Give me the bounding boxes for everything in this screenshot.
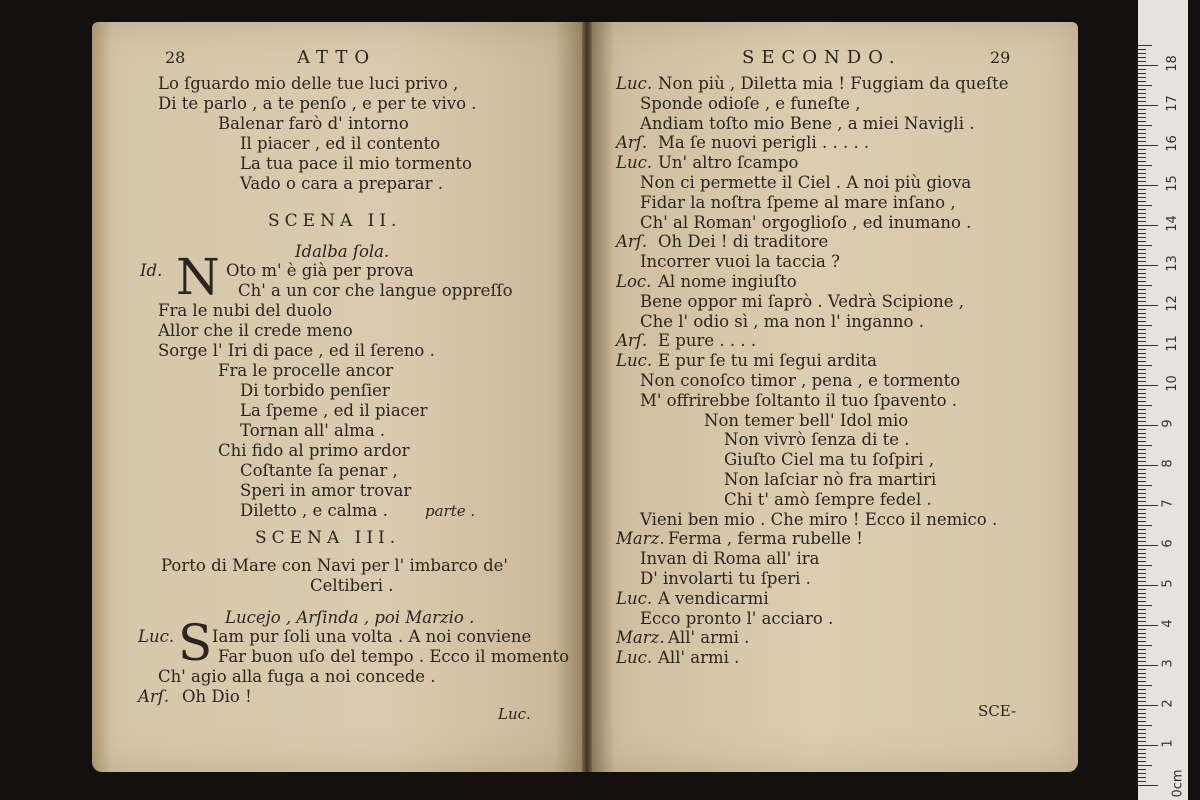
scene-heading: SCENA III. [255,528,401,548]
ruler-tick [1138,277,1146,278]
ruler-tick [1138,629,1146,630]
ruler-tick [1138,353,1146,354]
ruler-label: 18 [1164,55,1180,72]
verse-line: Allor che il crede meno [158,321,353,340]
ruler-tick [1138,181,1146,182]
verse-line: Vado o cara a preparar . [240,174,444,193]
verse-line: Non conoſco timor , pena , e tormento [640,371,961,390]
ruler-tick [1138,481,1146,482]
ruler-tick [1138,565,1152,566]
ruler-tick [1138,137,1146,138]
ruler-tick [1138,681,1146,682]
verse-line: Balenar farò d' intorno [218,114,409,133]
ruler-tick [1138,213,1146,214]
verse-line: Che l' odio sì , ma non l' inganno . [640,311,924,331]
ruler-tick [1138,265,1158,266]
ruler-tick [1138,85,1152,86]
ruler-tick [1138,73,1146,74]
ruler-tick [1138,525,1152,526]
verse-line: Chi t' amò ſempre fedel . [724,489,932,509]
verse-line: All' armi . [658,648,740,668]
verse-line: Non ci permette il Ciel . A noi più giova [640,173,972,192]
ruler-tick [1138,65,1158,66]
ruler-tick [1138,497,1146,498]
ruler-tick [1138,769,1146,770]
ruler-tick [1138,777,1146,778]
ruler-tick [1138,529,1146,530]
ruler-tick [1138,621,1146,622]
left-page-number: 28 [165,48,186,67]
ruler-tick [1138,229,1146,230]
ruler-tick [1138,625,1158,626]
ruler-tick [1138,773,1146,774]
ruler-tick [1138,513,1146,514]
ruler-tick [1138,737,1146,738]
ruler-tick [1138,493,1146,494]
verse-line: Di torbido penſier [240,381,390,400]
ruler-tick [1138,165,1152,166]
verse-line: Speri in amor trovar [240,481,412,500]
ruler-tick [1138,241,1146,242]
verse-line: Chi fido al primo ardor [218,441,410,460]
ruler-tick [1138,209,1146,210]
ruler-tick [1138,617,1146,618]
ruler-tick [1138,633,1146,634]
ruler-tick [1138,709,1146,710]
ruler-tick [1138,449,1146,450]
verse-line: Lo ſguardo mio delle tue luci privo , [158,74,459,93]
speaker-label: Luc. [138,627,175,646]
ruler-tick [1138,397,1146,398]
ruler-tick [1138,437,1146,438]
ruler-tick [1138,557,1146,558]
ruler-tick [1138,57,1146,58]
ruler-tick [1138,785,1158,786]
ruler-tick [1138,533,1146,534]
verse-line: Iam pur ſoli una volta . A noi conviene [212,627,532,646]
ruler-tick [1138,725,1152,726]
ruler-tick [1138,273,1146,274]
ruler-tick [1138,205,1152,206]
ruler-tick [1138,677,1146,678]
ruler-tick [1138,741,1146,742]
ruler-tick [1138,201,1146,202]
ruler-tick [1138,693,1146,694]
ruler-tick [1138,253,1146,254]
ruler-tick [1138,173,1146,174]
ruler-tick [1138,233,1146,234]
right-running-head: SECONDO. [742,47,902,68]
verse-line: D' involarti tu ſperi . [640,569,811,588]
ruler-tick [1138,425,1158,426]
ruler-tick [1138,337,1146,338]
speaker-label: Arſ. [138,687,170,706]
ruler-tick [1138,517,1146,518]
ruler-tick [1138,185,1158,186]
verse-line: Fra le nubi del duolo [158,301,333,320]
verse-line: Ch' agio alla fuga a noi concede . [158,667,436,686]
verse-line: Il piacer , ed il contento [240,134,441,153]
catchword: Luc. [498,705,531,723]
verse-line: Oh Dio ! [182,687,252,706]
ruler-tick [1138,361,1146,362]
ruler-tick [1138,729,1146,730]
ruler-tick [1138,149,1146,150]
ruler-tick [1138,473,1146,474]
stage-direction: parte . [425,502,476,520]
ruler-label: 16 [1164,135,1180,152]
ruler-tick [1138,669,1146,670]
ruler-tick [1138,197,1146,198]
speaker-label: Marz. [616,529,665,549]
ruler-tick [1138,145,1158,146]
ruler-label: 9 [1160,419,1176,428]
ruler-tick [1138,713,1146,714]
ruler-tick [1138,257,1146,258]
ruler-tick [1138,573,1146,574]
ruler-tick [1138,461,1146,462]
speaker-label: Luc. [616,648,653,668]
ruler-tick [1138,281,1146,282]
ruler-tick [1138,445,1152,446]
verse-line: Bene oppor mi ſaprò . Vedrà Scipione , [640,291,965,311]
ruler-tick [1138,653,1146,654]
right-page-number: 29 [990,48,1011,67]
ruler-tick [1138,141,1146,142]
verse-line: A vendicarmi [658,588,769,608]
verse-line: Fra le procelle ancor [218,361,394,380]
speaker-label: Luc. [616,588,653,608]
speaker-label: Id. [140,261,163,280]
ruler-tick [1138,125,1152,126]
verse-line: Sorge l' Iri di pace , ed il ſereno . [158,341,435,360]
ruler-tick [1138,117,1146,118]
ruler-tick [1138,385,1158,386]
ruler-tick [1138,685,1152,686]
verse-line: E pure . . . . [658,331,757,351]
verse-line: Diletto , e calma . [240,501,388,520]
ruler-tick [1138,261,1146,262]
speaker-label: Luc. [616,74,653,93]
ruler-tick [1138,301,1146,302]
ruler-tick [1138,225,1158,226]
ruler-tick [1138,377,1146,378]
ruler-tick [1138,429,1146,430]
verse-line: Ch' a un cor che langue oppreſſo [238,281,513,300]
ruler-tick [1138,389,1146,390]
ruler-tick [1138,673,1146,674]
verse-line: Ma ſe nuovi perigli . . . . . [658,133,870,153]
verse-line: Sponde odioſe , e funeſte , [640,93,861,113]
ruler-tick [1138,289,1146,290]
ruler-label: 11 [1164,335,1180,352]
ruler-tick [1138,49,1146,50]
verse-line: Fidar la noſtra ſpeme al mare inſano , [640,192,956,212]
ruler-tick [1138,433,1146,434]
ruler-label: 14 [1164,215,1180,232]
verse-line: Al nome ingiuſto [658,272,797,291]
verse-line: Non laſciar nò fra martiri [724,470,937,489]
ruler-tick [1138,581,1146,582]
drop-cap: N [176,248,220,306]
scene-setting: Celtiberi . [310,576,394,595]
ruler-tick [1138,189,1146,190]
speaker-label: Marz. [616,628,665,648]
verse-line: Coſtante ſa penar , [240,461,398,480]
ruler-tick [1138,297,1146,298]
ruler-label: 7 [1160,499,1176,508]
ruler-tick [1138,593,1146,594]
ruler-tick [1138,405,1152,406]
ruler-tick [1138,245,1152,246]
ruler-tick [1138,661,1146,662]
verse-line: Incorrer vuoi la taccia ? [640,252,840,272]
ruler-tick [1138,745,1158,746]
ruler-tick [1138,649,1146,650]
speaker-label: Luc. [616,153,653,173]
ruler-label: 17 [1164,95,1180,112]
ruler-tick [1138,369,1146,370]
ruler-tick [1138,421,1146,422]
ruler-label: 3 [1160,659,1176,668]
ruler-tick [1138,781,1146,782]
verse-line: Non vivrò ſenza di te . [724,430,910,450]
ruler-tick [1138,217,1146,218]
ruler-tick [1138,733,1146,734]
verse-line: Vieni ben mio . Che miro ! Ecco il nemico . [640,509,998,529]
ruler-label: 8 [1160,459,1176,468]
ruler-tick [1138,477,1146,478]
ruler-tick [1138,345,1158,346]
verse-line: Tornan all' alma . [240,421,386,440]
ruler-tick [1138,161,1146,162]
ruler-tick [1138,569,1146,570]
ruler-tick [1138,309,1146,310]
ruler-label: 1 [1160,739,1176,748]
verse-line: Ecco pronto l' acciaro . [640,608,834,628]
ruler-tick [1138,53,1146,54]
ruler-tick [1138,505,1158,506]
verse-line: Oto m' è già per prova [226,261,414,280]
ruler-tick [1138,193,1146,194]
ruler-tick [1138,753,1146,754]
ruler-tick [1138,613,1146,614]
catchword: SCE- [978,702,1017,720]
ruler-tick [1138,153,1146,154]
ruler-tick [1138,381,1146,382]
ruler-tick [1138,349,1146,350]
ruler-tick [1138,113,1146,114]
verse-line: Andiam toſto mio Bene , a miei Navigli . [640,113,975,133]
ruler-tick [1138,93,1146,94]
speaker-label: Arſ. [616,133,648,153]
ruler-label: 10 [1164,375,1180,392]
verse-line: Un' altro ſcampo [658,153,799,173]
ruler-tick [1138,549,1146,550]
verse-line: All' armi . [668,628,750,648]
ruler-tick [1138,761,1146,762]
ruler-tick [1138,489,1146,490]
ruler-tick [1138,641,1146,642]
verse-line: Ferma , ferma rubelle ! [668,529,863,549]
ruler-tick [1138,645,1152,646]
ruler-tick [1138,81,1146,82]
ruler-tick [1138,665,1158,666]
ruler-tick [1138,589,1146,590]
ruler-tick [1138,89,1146,90]
ruler-tick [1138,401,1146,402]
ruler-tick [1138,465,1158,466]
ruler-tick [1138,541,1146,542]
left-running-head: ATTO [297,47,377,68]
ruler-tick [1138,77,1146,78]
ruler-tick [1138,393,1146,394]
ruler-tick [1138,749,1146,750]
ruler-tick [1138,373,1146,374]
scene-setting: Porto di Mare con Navi per l' imbarco de' [161,556,508,575]
verse-line: La tua pace il mio tormento [240,154,472,173]
ruler-tick [1138,249,1146,250]
ruler-tick [1138,341,1146,342]
ruler-tick [1138,129,1146,130]
ruler-tick [1138,321,1146,322]
verse-line: La ſpeme , ed il piacer [240,401,428,420]
ruler-tick [1138,597,1146,598]
ruler-label: 15 [1164,175,1180,192]
drop-cap: S [178,614,213,672]
scene-persons: Lucejo , Arſinda , poi Marzio . [225,608,475,627]
ruler-tick [1138,757,1146,758]
ruler-tick [1138,585,1158,586]
ruler-label: 2 [1160,699,1176,708]
ruler-tick [1138,561,1146,562]
ruler-tick [1138,521,1146,522]
verse-line: M' offrirebbe ſoltanto il tuo ſpavento . [640,390,958,410]
ruler-tick [1138,453,1146,454]
verse-line: E pur ſe tu mi ſegui ardita [658,351,878,371]
verse-line: Giuſto Ciel ma tu ſoſpiri , [724,450,935,470]
ruler-tick [1138,169,1146,170]
ruler-tick [1138,409,1146,410]
ruler-tick [1138,601,1146,602]
ruler-tick [1138,313,1146,314]
speaker-label: Arſ. [616,331,648,351]
ruler-tick [1138,721,1146,722]
ruler-label: 13 [1164,255,1180,272]
ruler-tick [1138,701,1146,702]
verse-line: Non più , Diletta mia ! Fuggiam da queſte [658,74,1009,93]
measuring-ruler [1138,0,1188,800]
verse-line: Far buon uſo del tempo . Ecco il momento [218,647,570,666]
ruler-tick [1138,105,1158,106]
speaker-label: Loc. [616,272,652,291]
verse-line: Invan di Roma all' ira [640,549,820,569]
ruler-tick [1138,417,1146,418]
ruler-tick [1138,285,1152,286]
ruler-tick [1138,485,1152,486]
ruler-label: 4 [1160,619,1176,628]
ruler-tick [1138,637,1146,638]
verse-line: Oh Dei ! di traditore [658,232,829,252]
ruler-tick [1138,537,1146,538]
ruler-label: 6 [1160,539,1176,548]
ruler-tick [1138,357,1146,358]
ruler-tick [1138,101,1146,102]
ruler-tick [1138,577,1146,578]
speaker-label: Arſ. [616,232,648,252]
ruler-tick [1138,109,1146,110]
speaker-label: Luc. [616,351,653,371]
ruler-tick [1138,509,1146,510]
ruler-tick [1138,501,1146,502]
ruler-tick [1138,305,1158,306]
ruler-label: 0cm [1170,769,1186,798]
ruler-tick [1138,61,1146,62]
scene-persons: Idalba ſola. [295,242,390,261]
ruler-tick [1138,765,1152,766]
ruler-tick [1138,413,1146,414]
ruler-tick [1138,325,1152,326]
ruler-tick [1138,469,1146,470]
ruler-tick [1138,553,1146,554]
ruler-tick [1138,221,1146,222]
verse-line: Di te parlo , a te penſo , e per te vivo . [158,94,477,113]
ruler-tick [1138,605,1152,606]
scene-heading: SCENA II. [268,211,402,231]
ruler-tick [1138,293,1146,294]
ruler-tick [1138,237,1146,238]
ruler-tick [1138,45,1152,46]
verse-line: Ch' al Roman' orgoglioſo , ed inumano . [640,212,972,232]
ruler-tick [1138,657,1146,658]
ruler-tick [1138,697,1146,698]
ruler-tick [1138,177,1146,178]
book-gutter [582,22,592,772]
ruler-label: 12 [1164,295,1180,312]
ruler-tick [1138,705,1158,706]
ruler-tick [1138,329,1146,330]
verse-line: Non temer bell' Idol mio [704,410,909,430]
ruler-tick [1138,333,1146,334]
ruler-tick [1138,545,1158,546]
ruler-tick [1138,69,1146,70]
ruler-tick [1138,689,1146,690]
ruler-tick [1138,365,1152,366]
ruler-tick [1138,133,1146,134]
ruler-tick [1138,269,1146,270]
ruler-tick [1138,97,1146,98]
ruler-tick [1138,609,1146,610]
ruler-tick [1138,157,1146,158]
ruler-tick [1138,317,1146,318]
ruler-tick [1138,121,1146,122]
ruler-tick [1138,457,1146,458]
ruler-tick [1138,717,1146,718]
ruler-label: 5 [1160,579,1176,588]
ruler-tick [1138,441,1146,442]
